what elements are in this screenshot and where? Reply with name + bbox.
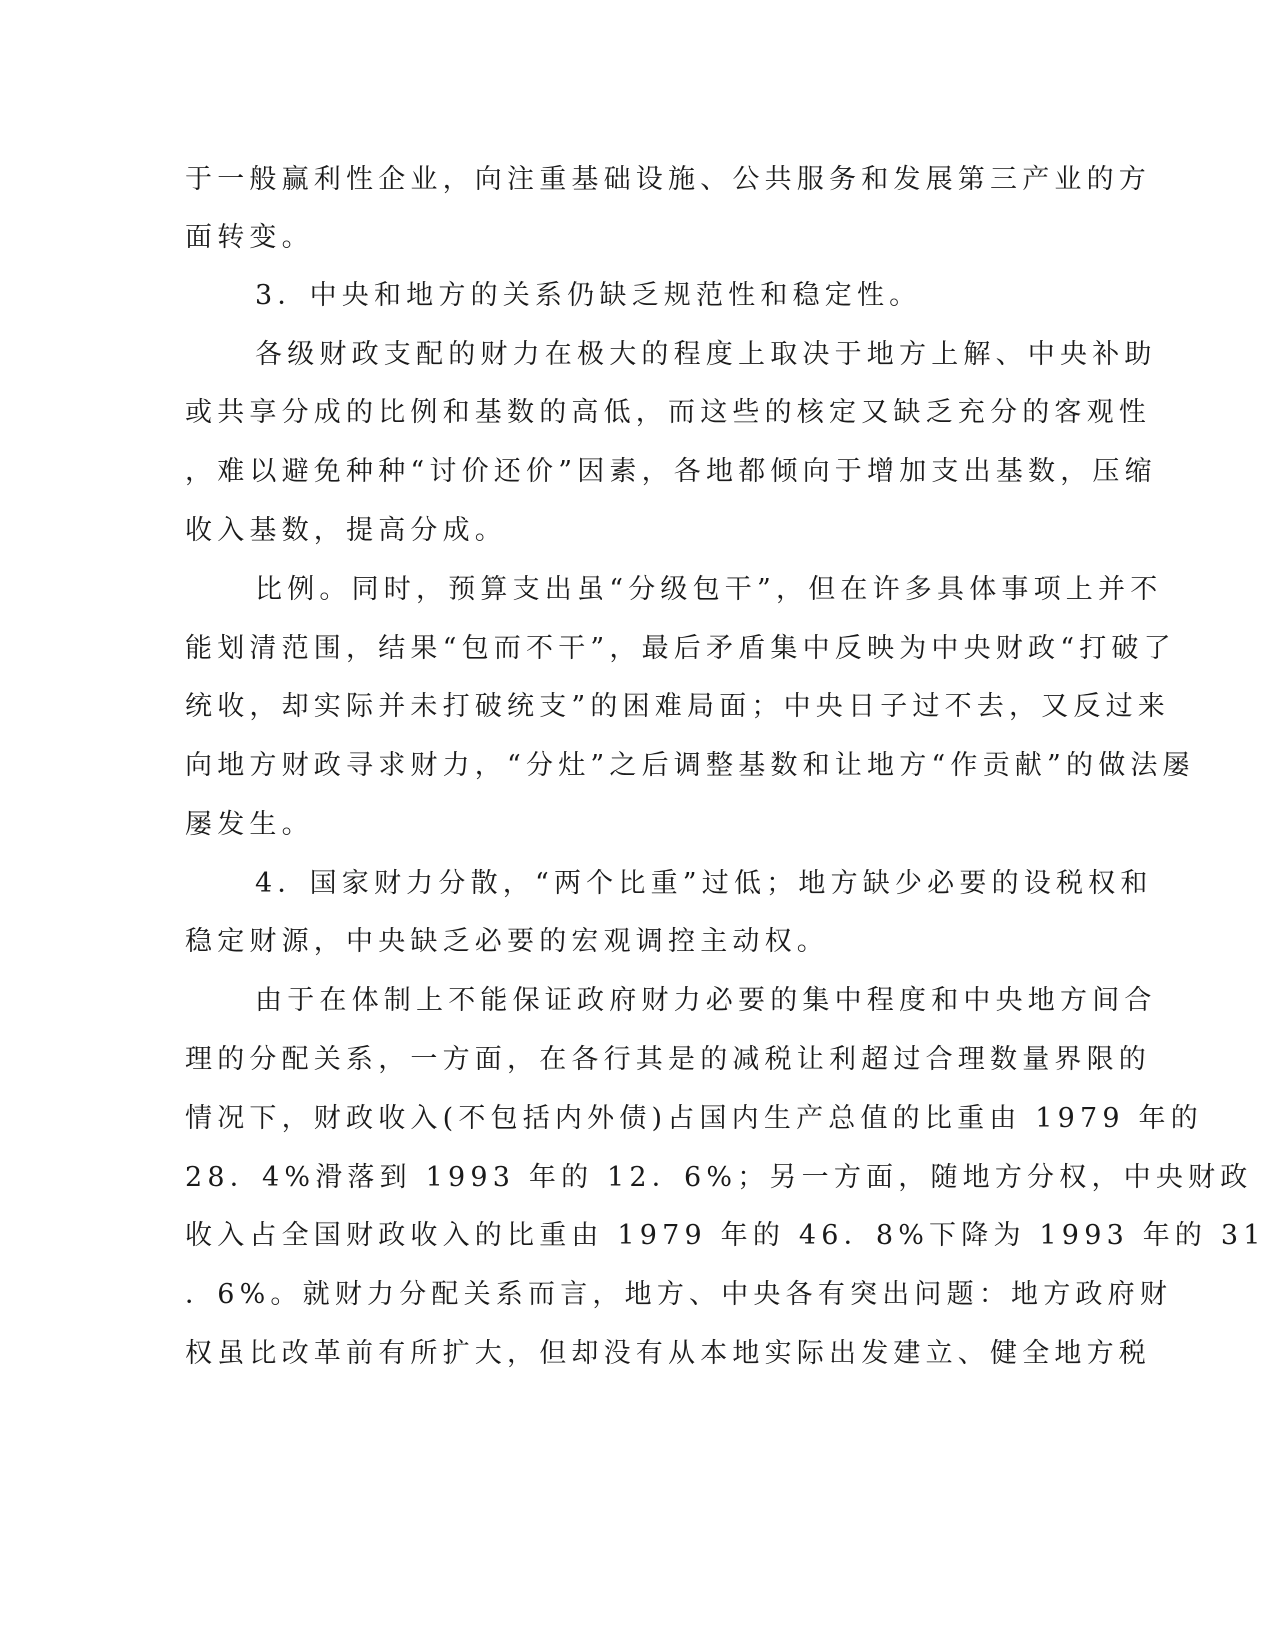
text-line: 或共享分成的比例和基数的高低，而这些的核定又缺乏充分的客观性 [185,397,1151,428]
text-line: ，难以避免种种“讨价还价”因素，各地都倾向于增加支出基数，压缩 [185,456,1157,487]
text-line: 能划清范围，结果“包而不干”，最后矛盾集中反映为中央财政“打破了 [185,633,1176,664]
section-heading: 3．中央和地方的关系仍缺乏规范性和稳定性。 [255,280,922,311]
text-line: 比例。同时，预算支出虽“分级包干”，但在许多具体事项上并不 [255,574,1163,605]
text-line: 统收，却实际并未打破统支”的困难局面；中央日子过不去，又反过来 [185,691,1171,722]
text-line: 各级财政支配的财力在极大的程度上取决于地方上解、中央补助 [255,339,1157,370]
text-line: 于一般赢利性企业，向注重基础设施、公共服务和发展第三产业的方 [185,164,1151,195]
text-line: 收入占全国财政收入的比重由 1979 年的 46．8%下降为 1993 年的 31 [185,1220,1266,1251]
text-line: 稳定财源，中央缺乏必要的宏观调控主动权。 [185,926,829,957]
text-line: 面转变。 [185,222,314,253]
text-line: 由于在体制上不能保证政府财力必要的集中程度和中央地方间合 [255,985,1157,1016]
section-heading: 4．国家财力分散，“两个比重”过低；地方缺少必要的设税权和 [255,868,1153,899]
text-line: 向地方财政寻求财力，“分灶”之后调整基数和让地方“作贡献”的做法屡 [185,750,1195,781]
text-line: 情况下，财政收入(不包括内外债)占国内生产总值的比重由 1979 年的 [185,1103,1203,1134]
text-line: 理的分配关系，一方面，在各行其是的减税让利超过合理数量界限的 [185,1044,1151,1075]
text-line: 28．4%滑落到 1993 年的 12．6%；另一方面，随地方分权，中央财政 [185,1162,1253,1193]
text-line: ．6%。就财力分配关系而言，地方、中央各有突出问题：地方政府财 [185,1279,1173,1310]
text-line: 屡发生。 [185,809,314,840]
text-line: 收入基数，提高分成。 [185,515,507,546]
text-line: 权虽比改革前有所扩大，但却没有从本地实际出发建立、健全地方税 [185,1338,1151,1369]
